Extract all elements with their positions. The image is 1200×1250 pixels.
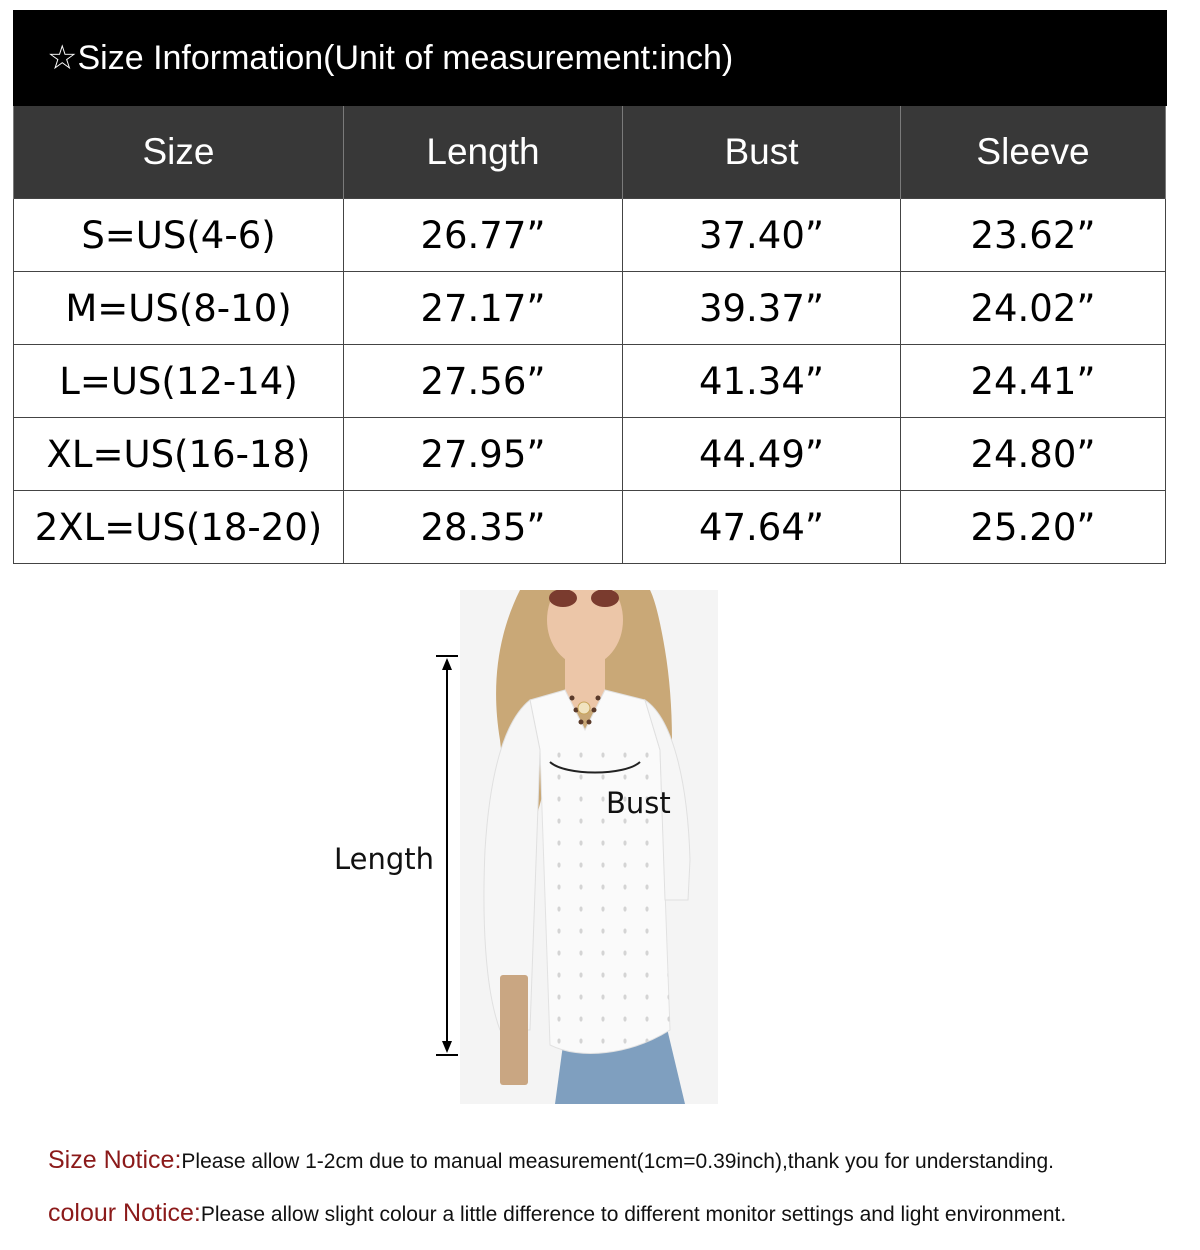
table-header-row [14,106,1166,199]
cell-sleeve: 24.41” [901,345,1166,418]
size-table [13,106,1166,564]
size-info-title [13,10,1167,106]
cell-size: M=US(8-10) [14,272,344,345]
colour-notice-text: Please allow slight colour a little difference to different monitor settings and light environment. [200,1203,1067,1226]
cell-length: 28.35” [344,491,623,564]
cell-length: 27.56” [344,345,623,418]
product-photo [460,590,718,1104]
cell-size: XL=US(16-18) [14,418,344,491]
cell-bust: 39.37” [623,272,901,345]
table-row [14,272,1166,345]
table-row [14,199,1166,272]
cell-size: L=US(12-14) [14,345,344,418]
table-row [14,491,1166,564]
cell-bust: 47.64” [623,491,901,564]
column-header-length: Length [344,106,623,199]
table-row [14,418,1166,491]
cell-size: 2XL=US(18-20) [14,491,344,564]
size-notice-text: Please allow 1-2cm due to manual measurement(1cm=0.39inch),thank you for understanding. [181,1150,1054,1173]
cell-bust: 44.49” [623,418,901,491]
cell-length: 26.77” [344,199,623,272]
colour-notice [48,1199,1066,1228]
colour-notice-label: colour Notice: [48,1199,201,1227]
table-row [14,345,1166,418]
title-text: Size Information(Unit of measurement:inch) [77,38,734,77]
cell-sleeve: 23.62” [901,199,1166,272]
cell-sleeve: 24.80” [901,418,1166,491]
cell-length: 27.95” [344,418,623,491]
measurement-diagram [310,590,870,1106]
cell-bust: 41.34” [623,345,901,418]
cell-sleeve: 25.20” [901,491,1166,564]
star-icon: ☆ [47,39,78,77]
size-notice [48,1146,1054,1175]
length-label: Length [334,842,435,876]
cell-sleeve: 24.02” [901,272,1166,345]
cell-bust: 37.40” [623,199,901,272]
model-illustration [460,590,718,1104]
column-header-bust: Bust [623,106,901,199]
column-header-size: Size [14,106,344,199]
cell-size: S=US(4-6) [14,199,344,272]
cell-length: 27.17” [344,272,623,345]
column-header-sleeve: Sleeve [901,106,1166,199]
length-arrow-icon [432,654,462,1058]
size-notice-label: Size Notice: [48,1146,182,1174]
bust-label: Bust [606,786,671,820]
